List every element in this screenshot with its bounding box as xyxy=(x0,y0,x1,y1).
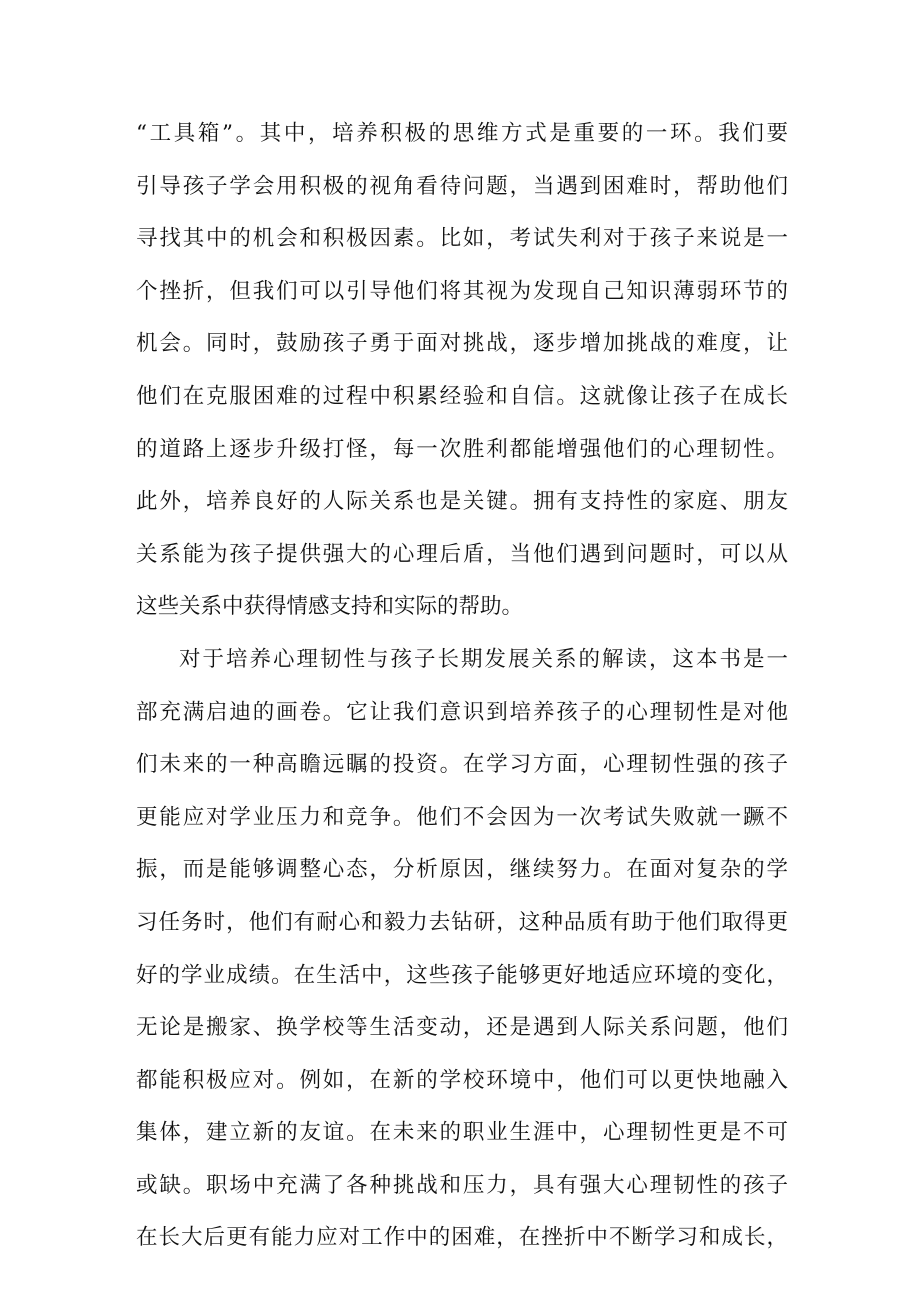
text-line: 这些关系中获得情感支持和实际的帮助。 xyxy=(136,594,524,620)
text-line: 振，而是能够调整心态，分析原因，继续努力。在面对复杂的学 xyxy=(136,857,788,883)
text-line: 引导孩子学会用积极的视角看待问题，当遇到困难时，帮助他们 xyxy=(136,173,788,199)
paragraph-first-line: 对于培养心理韧性与孩子长期发展关系的解读，这本书是一 xyxy=(179,646,788,672)
text-line: 关系能为孩子提供强大的心理后盾，当他们遇到问题时，可以从 xyxy=(136,541,788,567)
text-line: 机会。同时，鼓励孩子勇于面对挑战，逐步增加挑战的难度，让 xyxy=(136,331,788,357)
text-line: 的道路上逐步升级打怪，每一次胜利都能增强他们的心理韧性。 xyxy=(136,436,788,462)
text-line: “工具箱”。其中，培养积极的思维方式是重要的一环。我们要 xyxy=(136,121,788,146)
text-line: 或缺。职场中充满了各种挑战和压力，具有强大心理韧性的孩子 xyxy=(136,1172,788,1198)
text-line: 此外，培养良好的人际关系也是关键。拥有支持性的家庭、朋友 xyxy=(136,489,788,515)
text-line: 们未来的一种高瞻远瞩的投资。在学习方面，心理韧性强的孩子 xyxy=(136,752,788,778)
text-line: 无论是搬家、换学校等生活变动，还是遇到人际关系问题，他们 xyxy=(136,1015,788,1041)
document-body xyxy=(136,108,788,1265)
text-line: 习任务时，他们有耐心和毅力去钻研，这种品质有助于他们取得更 xyxy=(136,909,788,935)
text-line: 他们在克服困难的过程中积累经验和自信。这就像让孩子在成长 xyxy=(136,383,788,409)
text-line: 部充满启迪的画卷。它让我们意识到培养孩子的心理韧性是对他 xyxy=(136,699,788,725)
text-line: 寻找其中的机会和积极因素。比如，考试失利对于孩子来说是一 xyxy=(136,226,788,252)
text-line: 个挫折，但我们可以引导他们将其视为发现自己知识薄弱环节的 xyxy=(136,278,788,304)
text-line: 好的学业成绩。在生活中，这些孩子能够更好地适应环境的变化， xyxy=(136,962,788,988)
text-line: 在长大后更有能力应对工作中的困难，在挫折中不断学习和成长， xyxy=(136,1225,788,1251)
text-line: 都能积极应对。例如，在新的学校环境中，他们可以更快地融入 xyxy=(136,1067,788,1093)
text-line: 集体，建立新的友谊。在未来的职业生涯中，心理韧性更是不可 xyxy=(136,1120,788,1146)
text-line: 更能应对学业压力和竞争。他们不会因为一次考试失败就一蹶不 xyxy=(136,804,788,830)
